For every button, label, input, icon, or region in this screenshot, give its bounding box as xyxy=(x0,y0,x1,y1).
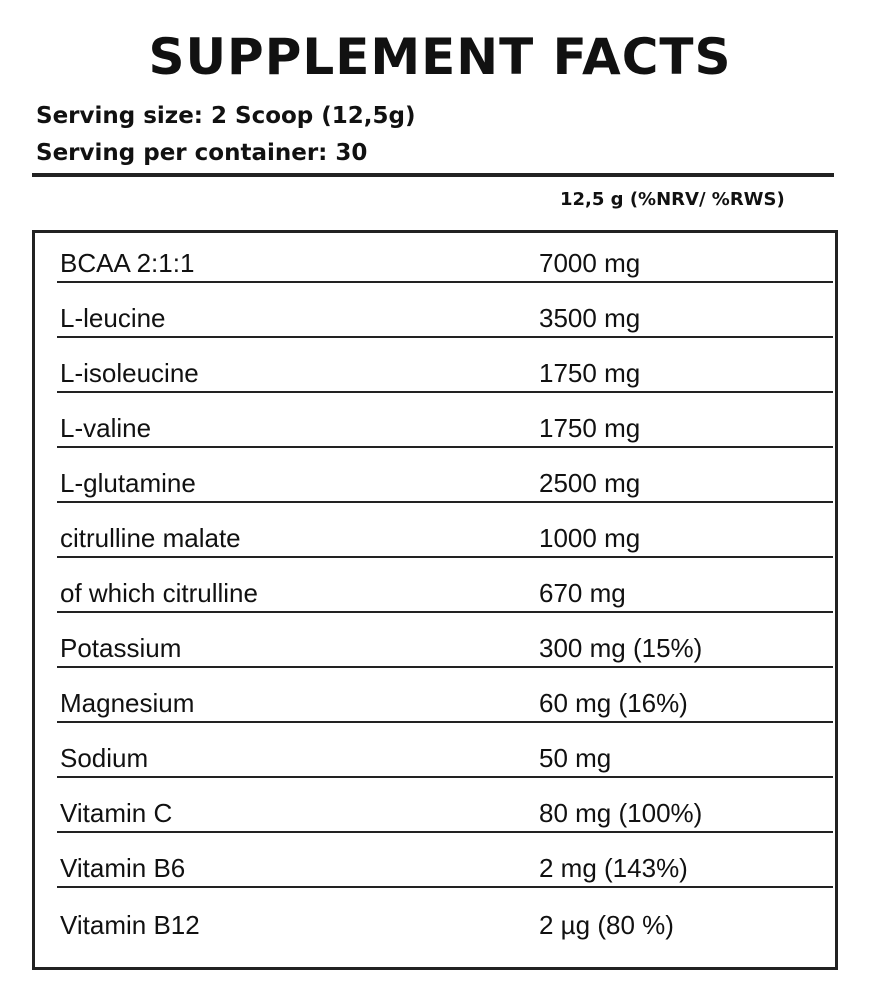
table-row xyxy=(57,448,833,503)
nutrient-name: citrulline malate xyxy=(60,523,241,553)
nutrient-amount: 1750 mg xyxy=(539,413,641,443)
servings-per-container: Serving per container: 30 xyxy=(36,140,368,166)
table-row xyxy=(57,338,833,393)
nutrient-name: L-leucine xyxy=(60,303,166,333)
nutrient-name: of which citrulline xyxy=(60,578,258,608)
page-title: SUPPLEMENT FACTS xyxy=(148,28,732,86)
table-row xyxy=(57,228,833,283)
nutrient-amount: 670 mg xyxy=(539,578,626,608)
nutrient-name: Vitamin B12 xyxy=(60,910,200,940)
nutrient-amount: 2 mg (143%) xyxy=(539,853,688,883)
table-row xyxy=(57,668,833,723)
nutrient-name: L-glutamine xyxy=(60,468,196,498)
nutrient-amount: 2 µg (80 %) xyxy=(539,910,674,940)
nutrient-amount: 1750 mg xyxy=(539,358,641,388)
nutrient-name: Potassium xyxy=(60,633,182,663)
nutrient-amount: 50 mg xyxy=(539,743,612,773)
nutrient-amount: 300 mg (15%) xyxy=(539,633,703,663)
table-row xyxy=(57,833,833,888)
nutrient-amount: 1000 mg xyxy=(539,523,641,553)
header-divider xyxy=(32,173,834,177)
table-row xyxy=(57,613,833,668)
nutrient-name: Sodium xyxy=(60,743,149,773)
table-row xyxy=(57,888,833,943)
table-row xyxy=(57,778,833,833)
nutrient-amount: 7000 mg xyxy=(539,248,641,278)
nutrient-amount: 2500 mg xyxy=(539,468,641,498)
table-row xyxy=(57,393,833,448)
table-row xyxy=(57,503,833,558)
nutrient-name: Vitamin B6 xyxy=(60,853,186,883)
facts-table xyxy=(57,228,833,943)
nutrient-name: L-valine xyxy=(60,413,152,443)
nutrient-name: Vitamin C xyxy=(60,798,173,828)
nutrient-name: Magnesium xyxy=(60,688,195,718)
serving-size: Serving size: 2 Scoop (12,5g) xyxy=(36,103,416,129)
nutrient-name: BCAA 2:1:1 xyxy=(60,248,195,278)
nutrient-amount: 60 mg (16%) xyxy=(539,688,688,718)
nutrient-amount: 80 mg (100%) xyxy=(539,798,703,828)
table-row xyxy=(57,558,833,613)
nutrient-name: L-isoleucine xyxy=(60,358,199,388)
nutrient-amount: 3500 mg xyxy=(539,303,641,333)
amount-column-header: 12,5 g (%NRV/ %RWS) xyxy=(560,189,785,210)
table-row xyxy=(57,723,833,778)
table-row xyxy=(57,283,833,338)
